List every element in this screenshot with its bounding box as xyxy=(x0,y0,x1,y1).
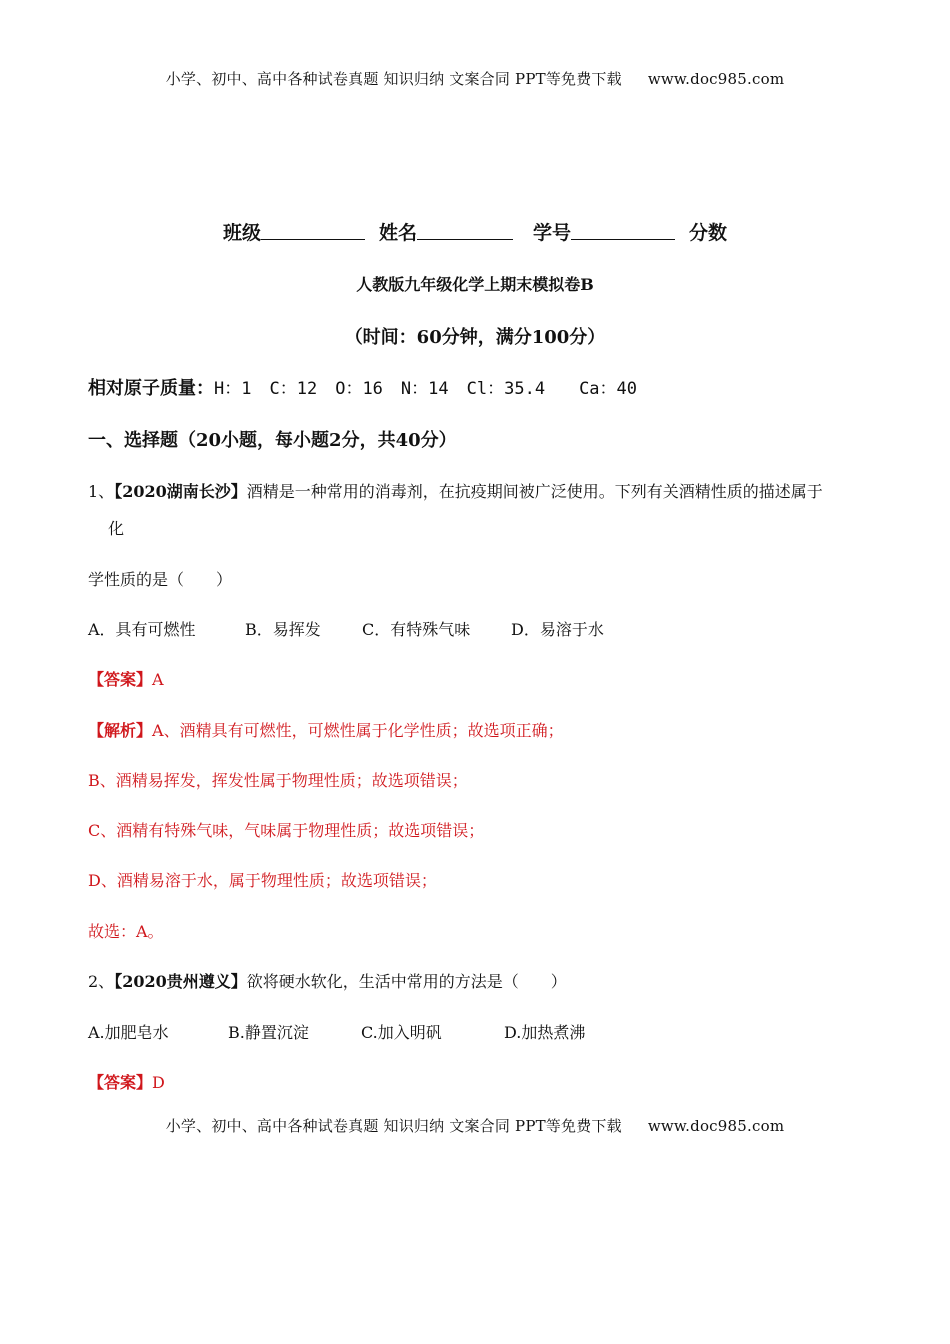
question-2-option-a[interactable]: A.加肥皂水 xyxy=(88,1023,169,1042)
exam-title: 人教版九年级化学上期末模拟卷B xyxy=(356,275,594,294)
question-1-option-b[interactable]: B．易挥发 xyxy=(245,620,321,639)
question-1-answer xyxy=(88,667,164,690)
id-blank[interactable] xyxy=(571,221,675,240)
question-2-answer-tag: 【答案】 xyxy=(88,1073,153,1092)
question-2-options xyxy=(88,1020,585,1043)
question-1-analysis-tag: 【解析】 xyxy=(88,721,153,740)
footer-url: www.doc985.com xyxy=(647,1117,785,1135)
question-1-option-d[interactable]: D．易溶于水 xyxy=(511,620,604,639)
footer-text: 小学、初中、高中各种试卷真题 知识归纳 文案合同 PPT等免费下载 xyxy=(165,1117,622,1135)
atomic-mass-o: O：16 xyxy=(335,379,383,399)
atomic-mass-n: N：14 xyxy=(400,379,449,399)
atomic-mass-cl: Cl：35.4 xyxy=(466,379,546,399)
question-1-stem-line3: 学性质的是（ ） xyxy=(88,570,233,589)
question-1-stem xyxy=(88,479,823,502)
question-2-answer xyxy=(88,1070,165,1093)
atomic-mass-h: H：1 xyxy=(214,379,252,399)
question-1-answer-tag: 【答案】 xyxy=(88,670,153,689)
question-2-stem xyxy=(88,969,567,992)
question-1-analysis-line-d: D、酒精易溶于水，属于物理性质；故选项错误； xyxy=(88,871,437,890)
page-header xyxy=(0,68,950,89)
question-1-options xyxy=(88,617,604,640)
question-1-option-c[interactable]: C．有特殊气味 xyxy=(362,620,471,639)
header-text: 小学、初中、高中各种试卷真题 知识归纳 文案合同 PPT等免费下载 xyxy=(165,70,622,88)
question-1-source: 【2020湖南长沙】 xyxy=(114,482,247,501)
score-label: 分数 xyxy=(689,222,728,244)
question-1-number: 1、 xyxy=(88,482,115,501)
question-2-option-d[interactable]: D.加热煮沸 xyxy=(504,1023,586,1042)
question-2-source: 【2020贵州遵义】 xyxy=(114,972,247,991)
question-1-analysis-conclusion: 故选：A。 xyxy=(88,922,164,941)
question-2-stem-line1: 欲将硬水软化，生活中常用的方法是（ ） xyxy=(246,972,567,991)
atomic-mass-c: C：12 xyxy=(269,379,318,399)
exam-time: （时间：60分钟，满分100分） xyxy=(344,327,606,348)
name-label: 姓名 xyxy=(378,222,417,244)
question-1-option-a[interactable]: A．具有可燃性 xyxy=(88,620,196,639)
question-1-analysis-a xyxy=(88,718,564,741)
question-1-analysis-line-b: B、酒精易挥发，挥发性属于物理性质；故选项错误； xyxy=(88,771,468,790)
page-footer xyxy=(0,1115,950,1136)
question-1-stem-line1: 酒精是一种常用的消毒剂，在抗疫期间被广泛使用。下列有关酒精性质的描述属于 xyxy=(246,482,823,501)
question-2-number: 2、 xyxy=(88,972,115,991)
atomic-mass-label: 相对原子质量： xyxy=(88,378,214,399)
atomic-mass-line xyxy=(88,374,637,400)
question-2-option-b[interactable]: B.静置沉淀 xyxy=(228,1023,309,1042)
question-2-answer-value: D xyxy=(152,1073,165,1092)
class-blank[interactable] xyxy=(261,221,365,240)
question-1-answer-value: A xyxy=(152,670,164,689)
name-blank[interactable] xyxy=(417,221,513,240)
atomic-mass-ca: Ca：40 xyxy=(579,379,638,399)
question-2-option-c[interactable]: C.加入明矾 xyxy=(361,1023,442,1042)
student-info-line xyxy=(0,218,950,245)
section-heading: 一、选择题（20小题，每小题2分，共40分） xyxy=(88,430,457,451)
question-1-analysis-line-a: A、酒精具有可燃性，可燃性属于化学性质；故选项正确； xyxy=(152,721,564,740)
id-label: 学号 xyxy=(533,222,572,244)
question-1-stem-line2: 化 xyxy=(108,519,125,538)
header-url: www.doc985.com xyxy=(647,70,785,88)
class-label: 班级 xyxy=(222,222,261,244)
question-1-analysis-line-c: C、酒精有特殊气味，气味属于物理性质；故选项错误； xyxy=(88,821,485,840)
